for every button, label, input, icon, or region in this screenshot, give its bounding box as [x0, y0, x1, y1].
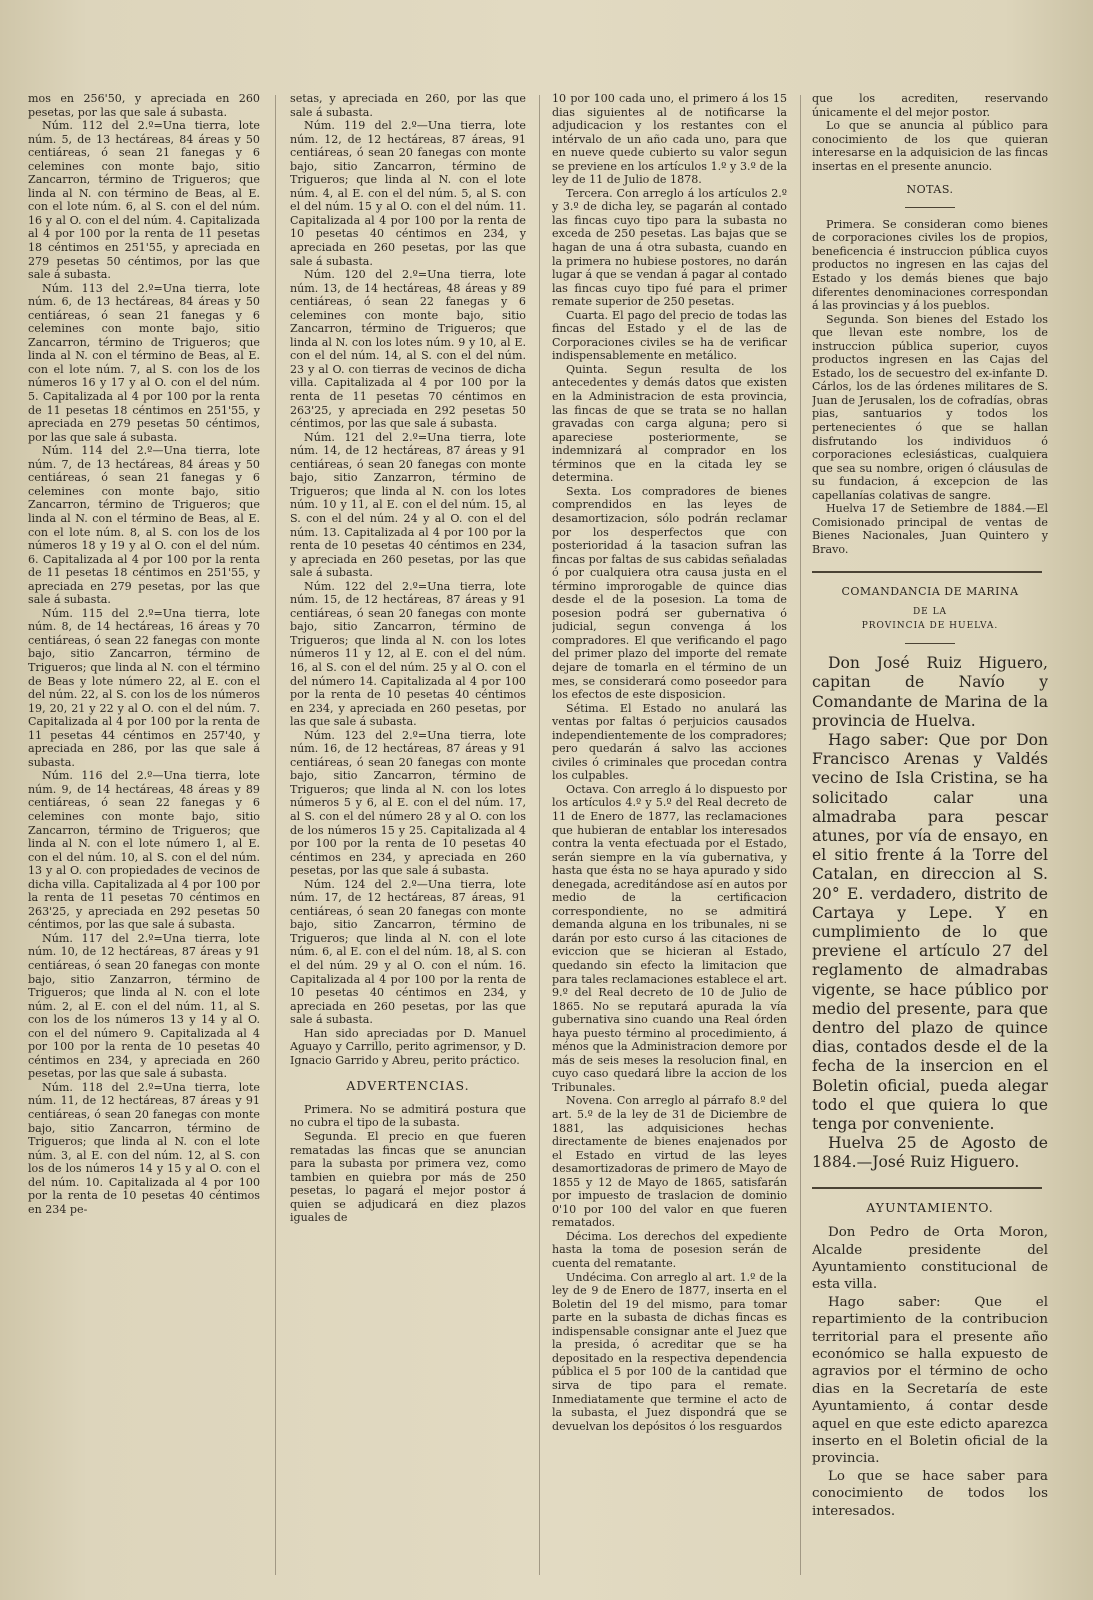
advertencias-heading: ADVERTENCIAS.	[346, 1078, 470, 1094]
divider	[905, 643, 955, 644]
ayuntamiento-notice	[812, 1224, 1048, 1520]
lot-120: Núm. 120 del 2.º=Una tierra, lote núm. 13, de 14 hectáreas, 48 áreas y 89 centiáreas, ó sean 22 fanegas y 6 celemines con monte bajo, sitio Zancarron, término de Trigueros; que linda al N. con los lotes núm. 9 y 10, al E. con el del núm. 14, al S. con el del núm. 23 y al O. con tierras de vecinos de dicha villa. Capitalizada al 4 por 100 por la renta de 11 pesetas 70 céntimos en 263'25, y apreciada en 292 pesetas 50 céntimos, por las que sale á subasta.	[290, 268, 526, 431]
divider	[812, 571, 1042, 573]
lot-118: Núm. 118 del 2.º=Una tierra, lote núm. 11, de 12 hectáreas, 87 áreas y 91 centiáreas, ó sean 20 fanegas con monte bajo, sitio Zancarron, término de Trigueros; que linda al N. con el lote núm. 3, al E. con del núm. 12, al S. con los de los números 14 y 15 y al O. con el del núm. 10. Capitalizada al 4 por 100 por la renta de 10 pesetas 40 céntimos en 234 pe-	[28, 1080, 260, 1216]
column-1	[28, 92, 260, 1592]
advertencia-quinta: Quinta. Segun resulta de los antecedentes y demás datos que existen en la Administracion de esta provincia, las fincas de que se trata se no hallan gravadas con carga alguna; pero si apareciese posteriormente, se indemnizará al comprador en los términos que en la citada ley se determina.	[552, 362, 787, 485]
lot-121: Núm. 121 del 2.º=Una tierra, lote núm. 14, de 12 hectáreas, 87 áreas y 91 centiáreas, ó sean 20 fanegas con monte bajo, sitio Zanzarron, término de Trigueros; que linda al N. con los lotes núm. 10 y 11, al E. con el del núm. 15, al S. con el del núm. 24 y al O. con el del núm. 13. Capitalizada al 4 por 100 por la renta de 10 pesetas 40 céntimos en 234, y apreciada en 260 pesetas, por las que sale á subasta.	[290, 430, 526, 580]
column-2	[290, 92, 526, 1592]
column-3	[552, 92, 787, 1592]
divider	[905, 207, 955, 208]
lot-124: Núm. 124 del 2.º—Una tierra, lote núm. 17, de 12 hectáreas, 87 áreas, 91 centiáreas, ó sean 20 fanegas con monte bajo, sitio Zancarron, término de Trigueros; que linda al N. con el lote núm. 6, al E. con el del núm. 18, al S. con el del núm. 29 y al O. con el núm. 16. Capitalizada al 4 por 100 por la renta de 10 pesetas 40 céntimos en 234, y apreciada en 260 pesetas, por las que sale á subasta.	[290, 877, 526, 1027]
lot-115: Núm. 115 del 2.º=Una tierra, lote núm. 8, de 14 hectáreas, 16 áreas y 70 centiáreas, ó sean 22 fanegas con monte bajo, sitio Zancarron, término de Trigueros; que linda al N. con el término de Beas y lote número 22, al E. con el del núm. 22, al S. con los de los números 19, 20, 21 y 22 y al O. con el del núm. 7. Capitalizada al 4 por 100 por la renta de 11 pesetas 44 céntimos en 257'40, y apreciada en 286, por las que sale á subasta.	[28, 606, 260, 769]
lot-117: Núm. 117 del 2.º=Una tierra, lote núm. 10, de 12 hectáreas, 87 áreas y 91 centiáreas, ó sean 20 fanegas con monte bajo, sitio Zanzarron, término de Trigueros; que linda al N. con el lote núm. 2, al E. con el del núm. 11, al S. con los de los números 13 y 14 y al O. con el del número 9. Capitalizada al 4 por 100 por la renta de 10 pesetas 40 céntimos en 234, y apreciada en 260 pesetas, por las que sale á subasta.	[28, 931, 260, 1081]
notas-heading: NOTAS.	[906, 183, 954, 197]
ayuntamiento-heading: AYUNTAMIENTO.	[866, 1199, 994, 1215]
nota-primera: Primera. Se consideran como bienes de corporaciones civiles los de propios, beneficencia é instruccion pública cuyos productos no ingresen en las cajas del Estado y los demás bienes que bajo diferentes denominaciones correspondan á las provincias y á los pueblos.	[812, 217, 1048, 313]
lot-116: Núm. 116 del 2.º—Una tierra, lote núm. 9, de 14 hectáreas, 48 áreas y 89 centiáreas, ó sean 22 fanegas y 6 celemines con monte bajo, sitio Zancarron, término de Trigueros; que linda al N. con el lote número 1, al E. con el del núm. 10, al S. con el del núm. 13 y al O. con propiedades de vecinos de dicha villa. Capitalizada al 4 por 100 por la renta de 11 pesetas 70 céntimos en 263'25, y apreciada en 292 pesetas 50 céntimos, por las que sale á subasta.	[28, 769, 260, 932]
appraisers-note: Han sido apreciadas por D. Manuel Aguayo y Carrillo, perito agrimensor, y D. Ignacio Garrido y Abreu, perito práctico.	[290, 1026, 526, 1067]
advertencia-segunda: Segunda. El precio en que fueren rematadas las fincas que se anuncian para la subasta por primera vez, como tambien en quiebra por más de 250 pesetas, lo pagará el mejor postor á quien se adjudicará en diez plazos iguales de	[290, 1130, 526, 1225]
marina-signature: Huelva 25 de Agosto de 1884.—José Ruiz Higuero.	[812, 1134, 1048, 1172]
column-divider	[539, 95, 540, 1575]
marina-intro: Don José Ruiz Higuero, capitan de Navío y Comandante de Marina de la provincia de Huelva.	[812, 654, 1048, 730]
lot-119: Núm. 119 del 2.º—Una tierra, lote núm. 12, de 12 hectáreas, 87 áreas, 91 centiáreas, ó sean 20 fanegas con monte bajo, sitio Zancarron, término de Trigueros; que linda al N. con el lote núm. 4, al E. con el del núm. 5, al S. con el del núm. 15 y al O. con el del núm. 11. Capitalizada al 4 por 100 por la renta de 10 pesetas 40 céntimos en 234, y apreciada en 260 pesetas, por las que sale á subasta.	[290, 119, 526, 268]
advertencia-undecima: Undécima. Con arreglo al art. 1.º de la ley de 9 de Enero de 1877, inserta en el Boletin del 19 del mismo, para tomar parte en la subasta de dichas fincas es indispensable consignar ante el Juez que la presida, ó acreditar que se ha depositado en la respectiva dependencia pública el 5 por 100 de la cantidad que sirva de tipo para el remate. Inmediatamente que termine el acto de la subasta, el Juez dispondrá que se devuelvan los depósitos ó los resguardos	[552, 1270, 787, 1433]
advertencia-tercera: Tercera. Con arreglo á los artículos 2.º y 3.º de dicha ley, se pagarán al contado las fincas cuyo tipo para la subasta no exceda de 250 pesetas. Las bajas que se hagan de una á otra subasta, cuando en la primera no hubiese postores, no darán lugar á que se vendan á pagar al contado las fincas cuyo tipo fué para el primer remate superior de 250 pesetas.	[552, 186, 787, 309]
signature: Huelva 17 de Setiembre de 1884.—El Comisionado principal de ventas de Bienes Nacionales, Juan Quintero y Bravo.	[812, 502, 1048, 556]
ayto-intro: Don Pedro de Orta Moron, Alcalde presidente del Ayuntamiento constitucional de esta villa.	[812, 1225, 1048, 1293]
nota-segunda: Segunda. Son bienes del Estado los que llevan este nombre, los de instruccion pública superior, cuyos productos ingresen en las Cajas del Estado, los de secuestro del ex-infante D. Cárlos, los de las órdenes militares de S. Juan de Jerusalen, los de cofradías, obras pias, santuarios y todos los pertenecientes ó que se hallan disfrutando los individuos ó corporaciones eclesiásticas, cualquiera que sea su nombre, origen ó cláusulas de su fundacion, á excepcion de las capellanías colativas de sangre.	[812, 312, 1048, 502]
paragraph: 10 por 100 cada uno, el primero á los 15 dias siguientes al de notificarse la adjudicacion y los restantes con el intérvalo de un año cada uno, para que en nueve quede cubierto su valor segun se previene en los artículos 1.º y 3.º de la ley de 11 de Julio de 1878.	[552, 92, 787, 187]
marina-subheading: PROVINCIA DE HUELVA.	[861, 620, 999, 631]
marina-subheading: DE LA	[912, 607, 948, 618]
advertencia-decima: Décima. Los derechos del expediente hasta la toma de posesion serán de cuenta del rematante.	[552, 1229, 787, 1271]
advertencia-cuarta: Cuarta. El pago del precio de todas las fincas del Estado y el de las de Corporaciones civiles se ha de verificar indispensablemente en metálico.	[552, 308, 787, 363]
advertencia-setima: Sétima. El Estado no anulará las ventas por faltas ó perjuicios causados independientemente de los compradores; pero quedarán á salvo las acciones civiles ó criminales que procedan contra los culpables.	[552, 701, 787, 783]
column-divider	[275, 95, 276, 1575]
advertencia-novena: Novena. Con arreglo al párrafo 8.º del art. 5.º de la ley de 31 de Diciembre de 1881, las adquisiciones hechas directamente de bienes enajenados por el Estado en virtud de las leyes desamortizadoras de primero de Mayo de 1855 y 12 de Mayo de 1865, satisfarán por impuesto de traslacion de dominio 0'10 por 100 del valor en que fueren rematados.	[552, 1094, 787, 1230]
ayto-closing: Lo que se hace saber para conocimiento de todos los interesados.	[812, 1468, 1048, 1519]
paragraph: Lo que se anuncia al público para conocimiento de los que quieran interesarse en la adquisicion de las fincas insertas en el presente anuncio.	[812, 119, 1048, 173]
lot-114: Núm. 114 del 2.º—Una tierra, lote núm. 7, de 13 hectáreas, 84 áreas y 50 centiáreas, ó sean 21 fanegas y 6 celemines con monte bajo, sitio Zancarron, término de Trigueros; que linda al N. con el término de Beas, al E. con el lote núm. 8, al S. con los de los números 18 y 19 y al O. con el del núm. 6. Capitalizada al 4 por 100 por la renta de 11 pesetas 18 céntimos en 251'55, y apreciada en 279 pesetas, por las que sale á subasta.	[28, 444, 260, 607]
lot-112: Núm. 112 del 2.º=Una tierra, lote núm. 5, de 13 hectáreas, 84 áreas y 50 centiáreas, ó sean 21 fanegas y 6 celemines con monte bajo, sitio Zancarron, término de Trigueros; que linda al N. con término de Beas, al E. con el lote núm. 6, al S. con el del núm. 16 y al O. con el del núm. 4. Capitalizada al 4 por 100 por la renta de 11 pesetas 18 céntimos en 251'55, y apreciada en 279 pesetas 50 céntimos, por las que sale á subasta.	[28, 119, 260, 282]
paragraph: que los acrediten, reservando únicamente el del mejor postor.	[812, 92, 1048, 119]
column-4	[812, 92, 1048, 1592]
lot-113: Núm. 113 del 2.º=Una tierra, lote núm. 6, de 13 hectáreas, 84 áreas y 50 centiáreas, ó sean 21 fanegas y 6 celemines con monte bajo, sitio Zancarron, término de Trigueros; que linda al N. con el término de Beas, al E. con el lote núm. 7, al S. con los de los números 16 y 17 y al O. con el del núm. 5. Capitalizada al 4 por 100 por la renta de 11 pesetas 18 céntimos en 251'55, y apreciada en 279 pesetas 50 céntimos, por las que sale á subasta.	[28, 281, 260, 444]
divider	[812, 1187, 1042, 1189]
ayto-body: Hago saber: Que el repartimiento de la contribucion territorial para el presente año económico se halla expuesto de agravios por el término de ocho dias en la Secretaría de este Ayuntamiento, á contar desde aquel en que este edicto aparezca inserto en el Boletin oficial de la provincia.	[812, 1294, 1048, 1467]
marina-body: Hago saber: Que por Don Francisco Arenas y Valdés vecino de Isla Cristina, se ha solicitado calar una almadraba para pescar atunes, por vía de ensayo, en el sitio frente á la Torre del Catalan, en direccion al S. 20° E. verdadero, distrito de Cartaya y Lepe. Y en cumplimiento de lo que previene el artículo 27 del reglamento de almadrabas vigente, se hace público por medio del presente, para que dentro del plazo de quince dias, contados desde el de la fecha de la insercion en el Boletin oficial, pueda alegar todo el que quiera lo que tenga por conveniente.	[812, 730, 1048, 1134]
marina-notice	[812, 654, 1048, 1172]
paragraph: mos en 256'50, y apreciada en 260 pesetas, por las que sale á subasta.	[28, 92, 260, 119]
advertencia-sexta: Sexta. Los compradores de bienes comprendidos en las leyes de desamortizacion, sólo podrán reclamar por los desperfectos que con posterioridad á la tasacion sufran las fincas por faltas de sus cabidas señaladas ó por cualquiera otra causa justa en el término improrogable de quince dias desde el de la posesion. La toma de posesion podrá ser gubernativa ó judicial, segun convenga á los compradores. El que verificando el pago del primer plazo del importe del remate dejare de tomarla en el término de un mes, se considerará como poseedor para los efectos de este disposicion.	[552, 484, 787, 702]
lot-122: Núm. 122 del 2.º=Una tierra, lote núm. 15, de 12 hectáreas, 87 áreas y 91 centiáreas, ó sean 20 fanegas con monte bajo, sitio Zancarron, término de Trigueros; que linda al N. con los lotes números 11 y 12, al E. con el del núm. 16, al S. con el del núm. 25 y al O. con el del número 14. Capitalizada al 4 por 100 por la renta de 10 pesetas 40 céntimos en 234, y apreciada en 260 pesetas, por las que sale á subasta.	[290, 579, 526, 729]
marina-heading: COMANDANCIA DE MARINA	[841, 584, 1019, 598]
column-divider	[800, 95, 801, 1575]
advertencia-primera: Primera. No se admitirá postura que no cubra el tipo de la subasta.	[290, 1102, 526, 1130]
advertencia-octava: Octava. Con arreglo á lo dispuesto por los artículos 4.º y 5.º del Real decreto de 11 de Enero de 1877, las reclamaciones que hubieran de entablar los interesados contra la venta efectuada por el Estado, serán siempre en la vía gubernativa, y hasta que ésta no se haya apurado y sido denegada, acreditándose así en autos por medio de la certificacion correspondiente, no se admitirá demanda alguna en los tribunales, ni se darán por esto curso á las citaciones de eviccion que se hicieran al Estado, quedando sin efecto la limitacion que para tales reclamaciones establece el art. 9.º del Real decreto de 10 de Julio de 1865. No se reputará apurada la vía gubernativa sino cuando una Real órden haya puesto término al procedimiento, á ménos que la Administracion demore por más de seis meses la resolucion final, en cuyo caso quedará libre la accion de los Tribunales.	[552, 782, 787, 1094]
paragraph: setas, y apreciada en 260, por las que sale á subasta.	[290, 92, 526, 119]
lot-123: Núm. 123 del 2.º=Una tierra, lote núm. 16, de 12 hectáreas, 87 áreas y 91 centiáreas, ó sean 20 fanegas con monte bajo, sitio Zancarron, término de Trigueros; que linda al N. con los lotes números 5 y 6, al E. con el del núm. 17, al S. con el del número 28 y al O. con los de los números 15 y 25. Capitalizada al 4 por 100 por la renta de 10 pesetas 40 céntimos en 234, y apreciada en 260 pesetas, por las que sale á subasta.	[290, 728, 526, 878]
